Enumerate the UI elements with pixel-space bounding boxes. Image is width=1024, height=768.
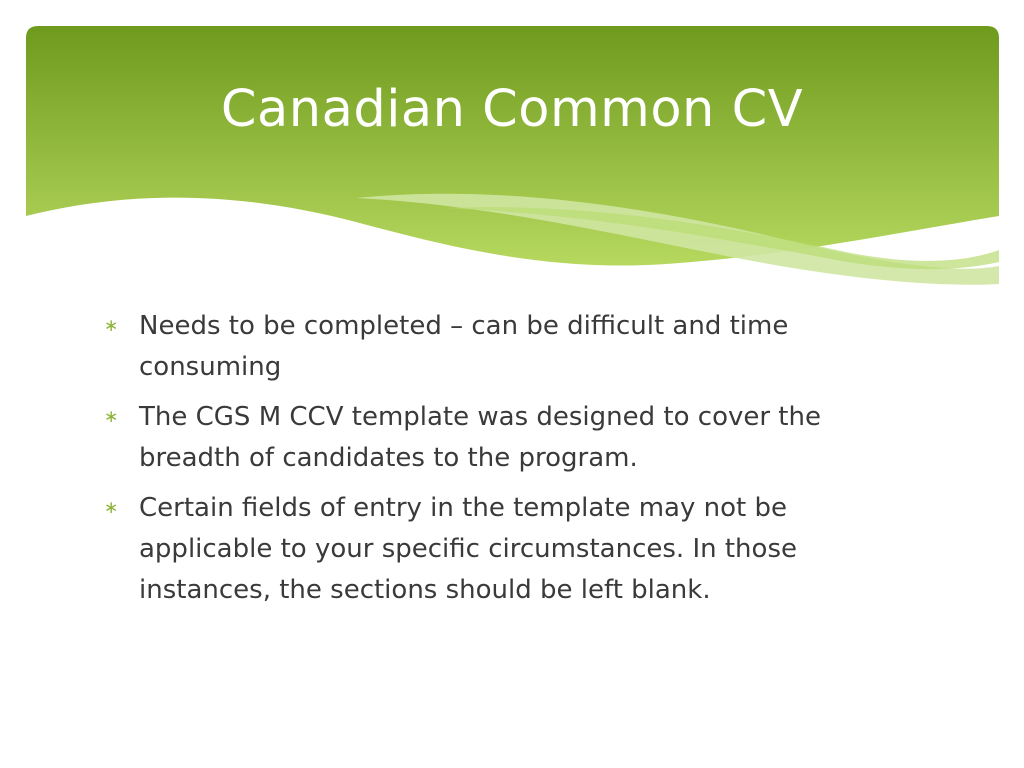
bullet-item	[104, 397, 904, 479]
asterisk-bullet-icon: ∗	[104, 498, 119, 518]
bullet-text: Certain fields of entry in the template may not be applicable to your specific circumstances. In those instances, the sections should be left blank.	[139, 493, 797, 605]
bullet-item	[104, 488, 904, 611]
bullet-text: The CGS M CCV template was designed to cover the breadth of candidates to the program.	[139, 402, 821, 473]
bullet-list	[104, 306, 904, 620]
asterisk-bullet-icon: ∗	[104, 407, 119, 427]
header-wave-graphic	[26, 26, 999, 286]
asterisk-bullet-icon: ∗	[104, 316, 119, 336]
bullet-item	[104, 306, 904, 388]
header-banner	[26, 26, 999, 286]
bullet-text: Needs to be completed – can be difficult and time consuming	[139, 311, 789, 382]
slide-title: Canadian Common CV	[220, 80, 804, 139]
